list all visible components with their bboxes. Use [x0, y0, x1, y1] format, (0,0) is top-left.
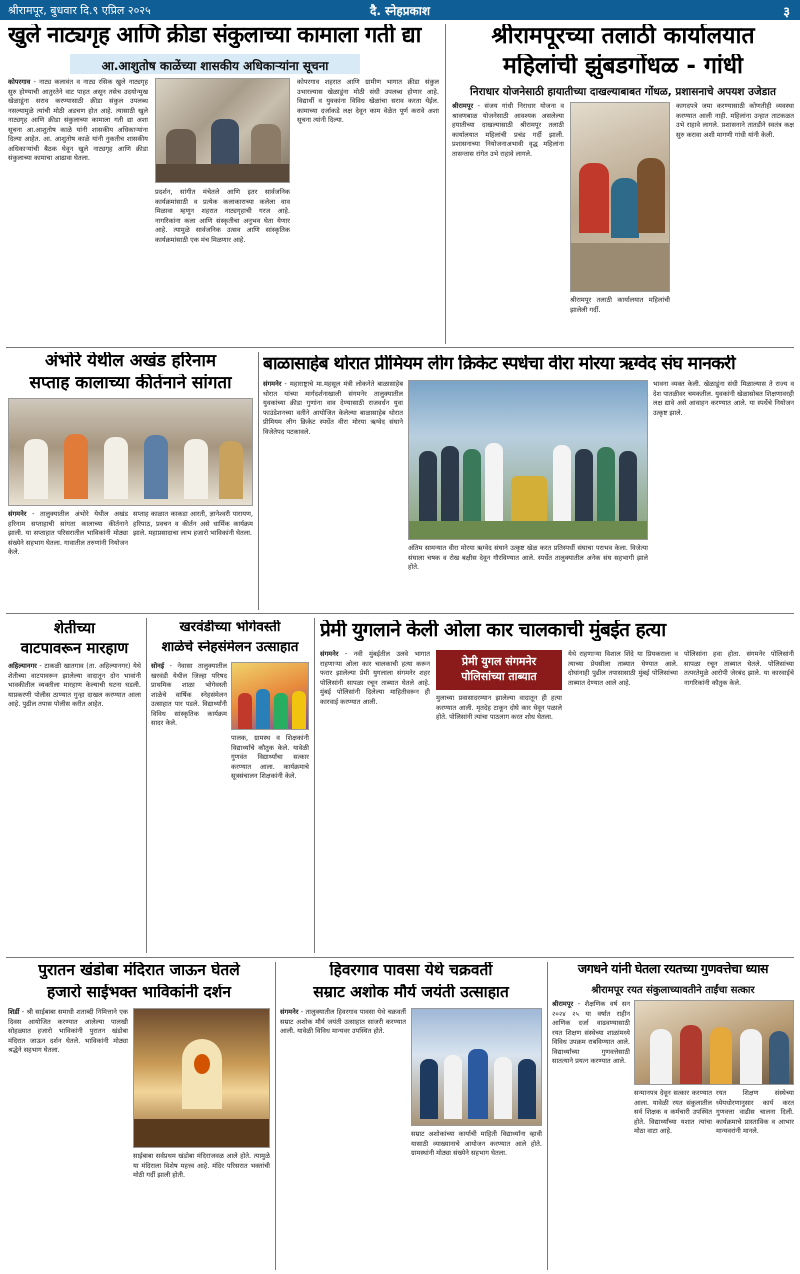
art1-dateline: कोपरगाव	[8, 78, 31, 86]
art3-col1: संगमनेर - तालुक्यातील अंभोरे येथील अखंड हरिनाम सप्ताहाची सांगता कालाच्या कीर्तनाने झाली. या सप्ताहात परिसरातील भाविकांनी मोठ्या संख्येने सहभाग घेतला. गावातील तरुणांनी नियोजन केले.	[8, 510, 128, 557]
art7-title: प्रेमी युगलाने केली ओला कार चालकाची मुंबईत हत्या	[320, 620, 666, 641]
art2-title-line1: श्रीरामपूरच्या तलाठी कार्यालयात	[491, 24, 755, 49]
art5-dateline: अहिल्यानगर	[8, 662, 37, 670]
art4-col3: भावना व्यक्त केली. खेळाडूंना संधी मिळाल्यास ते राज्य व देश पातळीवर चमकतील. युवकांनी खेळासोबत शिक्षणावरही लक्ष द्यावे असे आवाहन करण्यात आले. या स्पर्धेचे नियोजन उत्कृष्ट झाले.	[653, 380, 794, 417]
art7-col3: येथे राहणाऱ्या विशाल शिंदे या प्रियकराला व त्याच्या प्रेयसीला ताब्यात घेण्यात आले. दोघांनाही पुढील तपासासाठी मुंबई पोलिसांच्या ताब्यात देण्यात आले आहे.	[568, 650, 678, 687]
section-divider	[6, 957, 794, 958]
art6-title-line1: खरवंडीच्या भोगेवस्ती	[179, 620, 281, 635]
art9-col1: संगमनेर - तालुक्यातील हिवरगाव पावसा येथे चक्रवर्ती सम्राट अशोक मौर्य जयंती उत्साहात साजरी करण्यात आली. यावेळी विविध मान्यवर उपस्थित होते.	[280, 1008, 406, 1036]
art7-box-line1: प्रेमी युगल संगमनेर	[461, 655, 537, 668]
header-paper-name: दै. स्नेहप्रकाश	[369, 4, 431, 18]
art8-title-line2: हजारो साईभक्त भाविकांनी दर्शन	[47, 984, 231, 1001]
section-divider	[6, 613, 794, 614]
art2-col2: कागदपत्रे जमा करण्यासाठी कोणतीही व्यवस्था करण्यात आली नाही. महिलांना उन्हात ताटकळत उभे राहावे लागले. प्रशासनाने तातडीने स्वतंत्र कक्ष सुरु करावा अशी मागणी गांधी यांनी केली.	[676, 102, 794, 139]
art7-col4: पोलिसांना हवा होता. संगमनेर पोलिसांनी सापळा रचून ताब्यात घेतले. पोलिसांच्या तत्परतेमुळे आरोपी जेरबंद झाले. या कारवाईचे नागरिकांनी कौतुक केले.	[684, 650, 794, 687]
art1-meeting-photo	[155, 78, 290, 183]
art3-dateline: संगमनेर	[8, 510, 27, 518]
art10-felicitation-photo	[634, 1000, 794, 1085]
art7-col1: संगमनेर - नवी मुंबईतील उलवे भागात राहणाऱ्या ओला कार चालकाची हत्या करून फरार झालेल्या प्रेमी युगलाला संगमनेर शहर पोलिसांनी सापळा रचून ताब्यात घेतले आहे. मुंबई पोलिसांनी दिलेल्या माहितीवरून ही कारवाई करण्यात आली.	[320, 650, 430, 706]
header-page-number: ३	[783, 5, 790, 20]
art6-dateline: सोनई	[151, 662, 165, 670]
art6-students-photo	[231, 662, 309, 730]
art9-title-line1: हिवरगाव पावसा येथे चक्रवर्ती	[329, 962, 493, 979]
art10-col3: रयत शिक्षण संस्थेच्या ध्येयधोरणानुसार कार्य करत गुणवत्ता वाढीस चालना दिली. कार्यक्रमाचे प्रास्ताविक व आभार मान्यवरांनी मानले.	[716, 1089, 794, 1136]
art3-kirtan-photo	[8, 398, 253, 506]
art2-crowd-photo	[570, 102, 670, 292]
column-divider	[146, 618, 147, 953]
art2-title-line2: महिलांची झुंबडगोंधळ - गांधी	[503, 54, 743, 79]
art2-col1: श्रीरामपूर - संजय गांधी निराधार योजना व श्रावणबाळ योजनेसाठी आवश्यक असलेल्या हयातीच्या दाखल्यासाठी श्रीरामपूर तलाठी कार्यालयात महिलांची प्रचंड गर्दी झाली. प्रशासनाच्या नियोजनाअभावी वृद्ध महिलांना तासन्तास रांगेत उभे राहावे लागले.	[452, 102, 564, 158]
art5-title-line1: शेतीच्या	[53, 620, 96, 637]
art10-col1: श्रीरामपूर - शैक्षणिक वर्ष सन २०२४ २५ या वर्षात राहीन आणिक दर्जा वाढवण्यासाठी रयत शिक्षण संस्थेच्या शाळांमध्ये विविध उपक्रम राबविण्यात आले. विद्यार्थ्यांच्या गुणवत्तेसाठी सातत्याने प्रयत्न करण्यात आले.	[552, 1000, 630, 1066]
art10-col2: सन्मानपत्र देवून सत्कार करण्यात आला. यावेळी रयत संकुलातील सर्व शिक्षक व कर्मचारी उपस्थित होते. विद्यार्थ्यांच्या यशात त्यांचा मोठा वाटा आहे.	[634, 1089, 712, 1136]
art10-subtitle: श्रीरामपूर रयत संकुलाच्यावतीने ताईंचा सत्कार	[591, 985, 755, 996]
art3-title-line2: सप्ताह कालाच्या कीर्तनाने सांगता	[29, 374, 232, 393]
art10-title: जगधने यांनी घेतला रयतच्या गुणवत्तेचा ध्यास	[577, 962, 769, 976]
art5-title-line2: वाटपावरून मारहाण	[20, 640, 129, 657]
art1-title: खुले नाट्यगृह आणि क्रीडा संकुलाच्या कामाला गती द्या	[8, 24, 421, 48]
section-divider	[6, 347, 794, 348]
column-divider	[314, 618, 315, 953]
art2-subtitle: निराधार योजनेसाठी हायातीच्या दाखल्याबाबत गोंधळ, प्रशासनाचे अपयश उजेडात	[470, 86, 776, 98]
art4-col2: अंतिम सामन्यात वीरा मोरया ऋग्वेद संघाने उत्कृष्ट खेळ करत प्रतिस्पर्धी संघाचा पराभव केला. विजेत्या संघाला चषक व रोख बक्षीस देवून गौरविण्यात आले. स्पर्धेत तालुक्यातील अनेक संघ सहभागी झाले होते.	[408, 544, 648, 572]
art1-col1: कोपरगाव - नाट्य कलावंत व नाट्य रसिक खुले नाट्यगृह सुरु होण्याची आतुरतेने वाट पाहत असून तसेच उदयोन्मुख खेळाडूंना सराव करण्यासाठी क्रीडा संकुल उपलब्ध नसल्यामुळे त्यांची मोठी अडचण होत आहे. त्यासाठी खुले नाट्यगृह आणि क्रीडा संकुलाच्या कामाला गती द्या अशा सूचना आ.आशुतोष काळे यांनी शासकीय अधिकाऱ्यांना दिल्या आहेत. आ. आशुतोष काळे यांनी नुकतीच शासकीय अधिकाऱ्यांची बैठक घेवून खुले नाट्यगृह आणि क्रीडा संकुलाच्या कामाचा आढावा घेतला.	[8, 78, 148, 163]
art8-col2: साईबाबा सर्वप्रथम खंडोबा मंदिराजवळ आले होते. त्यामुळे या मंदिराला विशेष महत्त्व आहे. मंदिर परिसरात भक्तांची मोठी गर्दी झाली होती.	[133, 1152, 270, 1180]
art6-col2: पालक, ग्रामस्थ व शिक्षकांनी विद्यार्थ्यांचे कौतुक केले. यावेळी गुणवंत विद्यार्थ्यांचा सत्कार करण्यात आला. कार्यक्रमाचे सूत्रसंचालन शिक्षकांनी केले.	[231, 734, 309, 781]
art4-dateline: संगमनेर	[263, 380, 282, 388]
art3-col2: सप्ताह काळात काकडा आरती, ज्ञानेश्वरी पारायण, हरिपाठ, प्रवचन व कीर्तन असे धार्मिक कार्यक्रम झाले. महाप्रसादाचा लाभ हजारो भाविकांनी घेतला.	[133, 510, 253, 538]
column-divider	[547, 962, 548, 1270]
art8-title-line1: पुरातन खंडोबा मंदिरात जाऊन घेतले	[38, 962, 240, 979]
art6-title-line2: शाळेचे स्नेहसंमेलन उत्साहात	[161, 640, 299, 655]
column-divider	[445, 24, 446, 344]
art7-dateline: संगमनेर	[320, 650, 339, 658]
column-divider	[275, 962, 276, 1270]
art1-col2: प्रदर्शन, सांगीत मंचेतले आणि इतर सार्वजनिक कार्यक्रमांसाठी व प्रत्येक कलाकाराच्या कलेला वाव मिळावा म्हणून शहरात नाट्यगृहाची गरज आहे. नागरिकांना कला आणि संस्कृतीचा अनुभव घेता येणार आहे. त्यामुळे सार्वजनिक उत्सव आणि सांस्कृतिक कार्यक्रमांसाठी एक मंच मिळणार आहे.	[155, 188, 290, 244]
art7-col2: मुलाच्या प्रवासादरम्यान झालेल्या वादातून ही हत्या करण्यात आली. मृतदेह टाकून दोघे कार घेवून पळाले होते. पोलिसांनी त्यांचा पाठलाग करत शोध घेतला.	[436, 694, 562, 722]
art2-photo-caption: श्रीरामपूर तलाठी कार्यालयात महिलांची झालेली गर्दी.	[570, 296, 670, 314]
art4-cricket-team-photo	[408, 380, 648, 540]
art9-title-line2: सम्राट अशोक मौर्य जयंती उत्साहात	[313, 984, 509, 1001]
column-divider	[258, 352, 259, 610]
art4-col1: संगमनेर - महाराष्ट्राचे मा.महसूल मंत्री लोकनेते बाळासाहेब थोरात यांच्या मार्गदर्शनाखाली संगमनेर तालुक्यातील युवकांच्या क्रीडा गुणांना वाव देण्यासाठी राजवर्धन युवा फाउंडेशनच्या वतीने आयोजित केलेल्या बाळासाहेब थोरात प्रीमियम लीग क्रिकेट स्पर्धेत वीरा मोरया ऋग्वेद संघाने विजेतेपद पटकावले.	[263, 380, 403, 436]
art2-dateline: श्रीरामपूर	[452, 102, 474, 110]
art5-col1: अहिल्यानगर - टाकळी खातगाव (ता. अहिल्यानगर) येथे शेतीच्या वाटपावरून झालेल्या वादातून दोन भावांनी भावकीतील व्यक्तीला मारहाण केल्याची घटना घडली. याप्रकरणी पोलीस ठाण्यात गुन्हा दाखल करण्यात आला आहे. पुढील तपास पोलीस करीत आहेत.	[8, 662, 141, 709]
art3-title-line1: अंभोरे येथील अखंड हरिनाम	[44, 352, 217, 371]
art8-dateline: शिर्डी	[8, 1008, 20, 1016]
art9-dateline: संगमनेर	[280, 1008, 299, 1016]
art9-jayanti-photo	[411, 1008, 542, 1126]
art10-dateline: श्रीरामपूर	[552, 1000, 574, 1008]
art8-temple-photo	[133, 1008, 270, 1148]
art6-col1: सोनई - नेवासा तालुक्यातील खरवंडी येथील जिल्हा परिषद प्राथमिक शाळा भोगेवस्ती शाळेचे वार्षिक स्नेहसंमेलन उत्साहात पार पडले. विद्यार्थ्यांनी विविध सांस्कृतिक कार्यक्रम सादर केले.	[151, 662, 227, 728]
page-header	[0, 0, 800, 20]
art7-box-line2: पोलिसांच्या ताब्यात	[461, 670, 537, 683]
art7-highlight-box	[436, 650, 562, 690]
art1-subtitle: आ.आशुतोष काळेंच्या शासकीय अधिकाऱ्यांना सूचना	[70, 54, 360, 74]
art4-title: बाळासाहेब थोरात प्रीमियम लीग क्रिकेट स्पर्धेचा वीरा मोरया ऋग्वेद संघ मानकरी	[263, 355, 736, 374]
art9-col2: सम्राट अशोकांच्या कार्याची माहिती विद्यार्थ्यांना व्हावी यासाठी व्याख्यानाचे आयोजन करण्यात आले होते. ग्रामस्थांनी मोठ्या संख्येने सहभाग घेतला.	[411, 1130, 542, 1158]
art1-col3: कोपरगाव शहरात आणि ग्रामीण भागात क्रीडा संकुल उभारल्यास खेळाडूंना मोठी संधी उपलब्ध होणार आहे. विद्यार्थी व युवकांना विविध खेळांचा सराव करता येईल. कामाच्या दर्जाकडे लक्ष देवून काम वेळेत पूर्ण करावे अशा सूचना त्यांनी दिल्या.	[297, 78, 439, 125]
header-date: श्रीरामपूर, बुधवार दि.९ एप्रिल २०२५	[8, 4, 151, 17]
art8-col1: शिर्डी - श्री साईबाबा समाधी शताब्दी निमित्ताने एक दिवस आयोजित करण्यात आलेल्या पालखी सोहळ्यात हजारो भाविकांनी पुरातन खंडोबा मंदिरात जाऊन दर्शन घेतले. भाविकांनी मोठ्या श्रद्धेने सहभाग घेतला.	[8, 1008, 128, 1055]
